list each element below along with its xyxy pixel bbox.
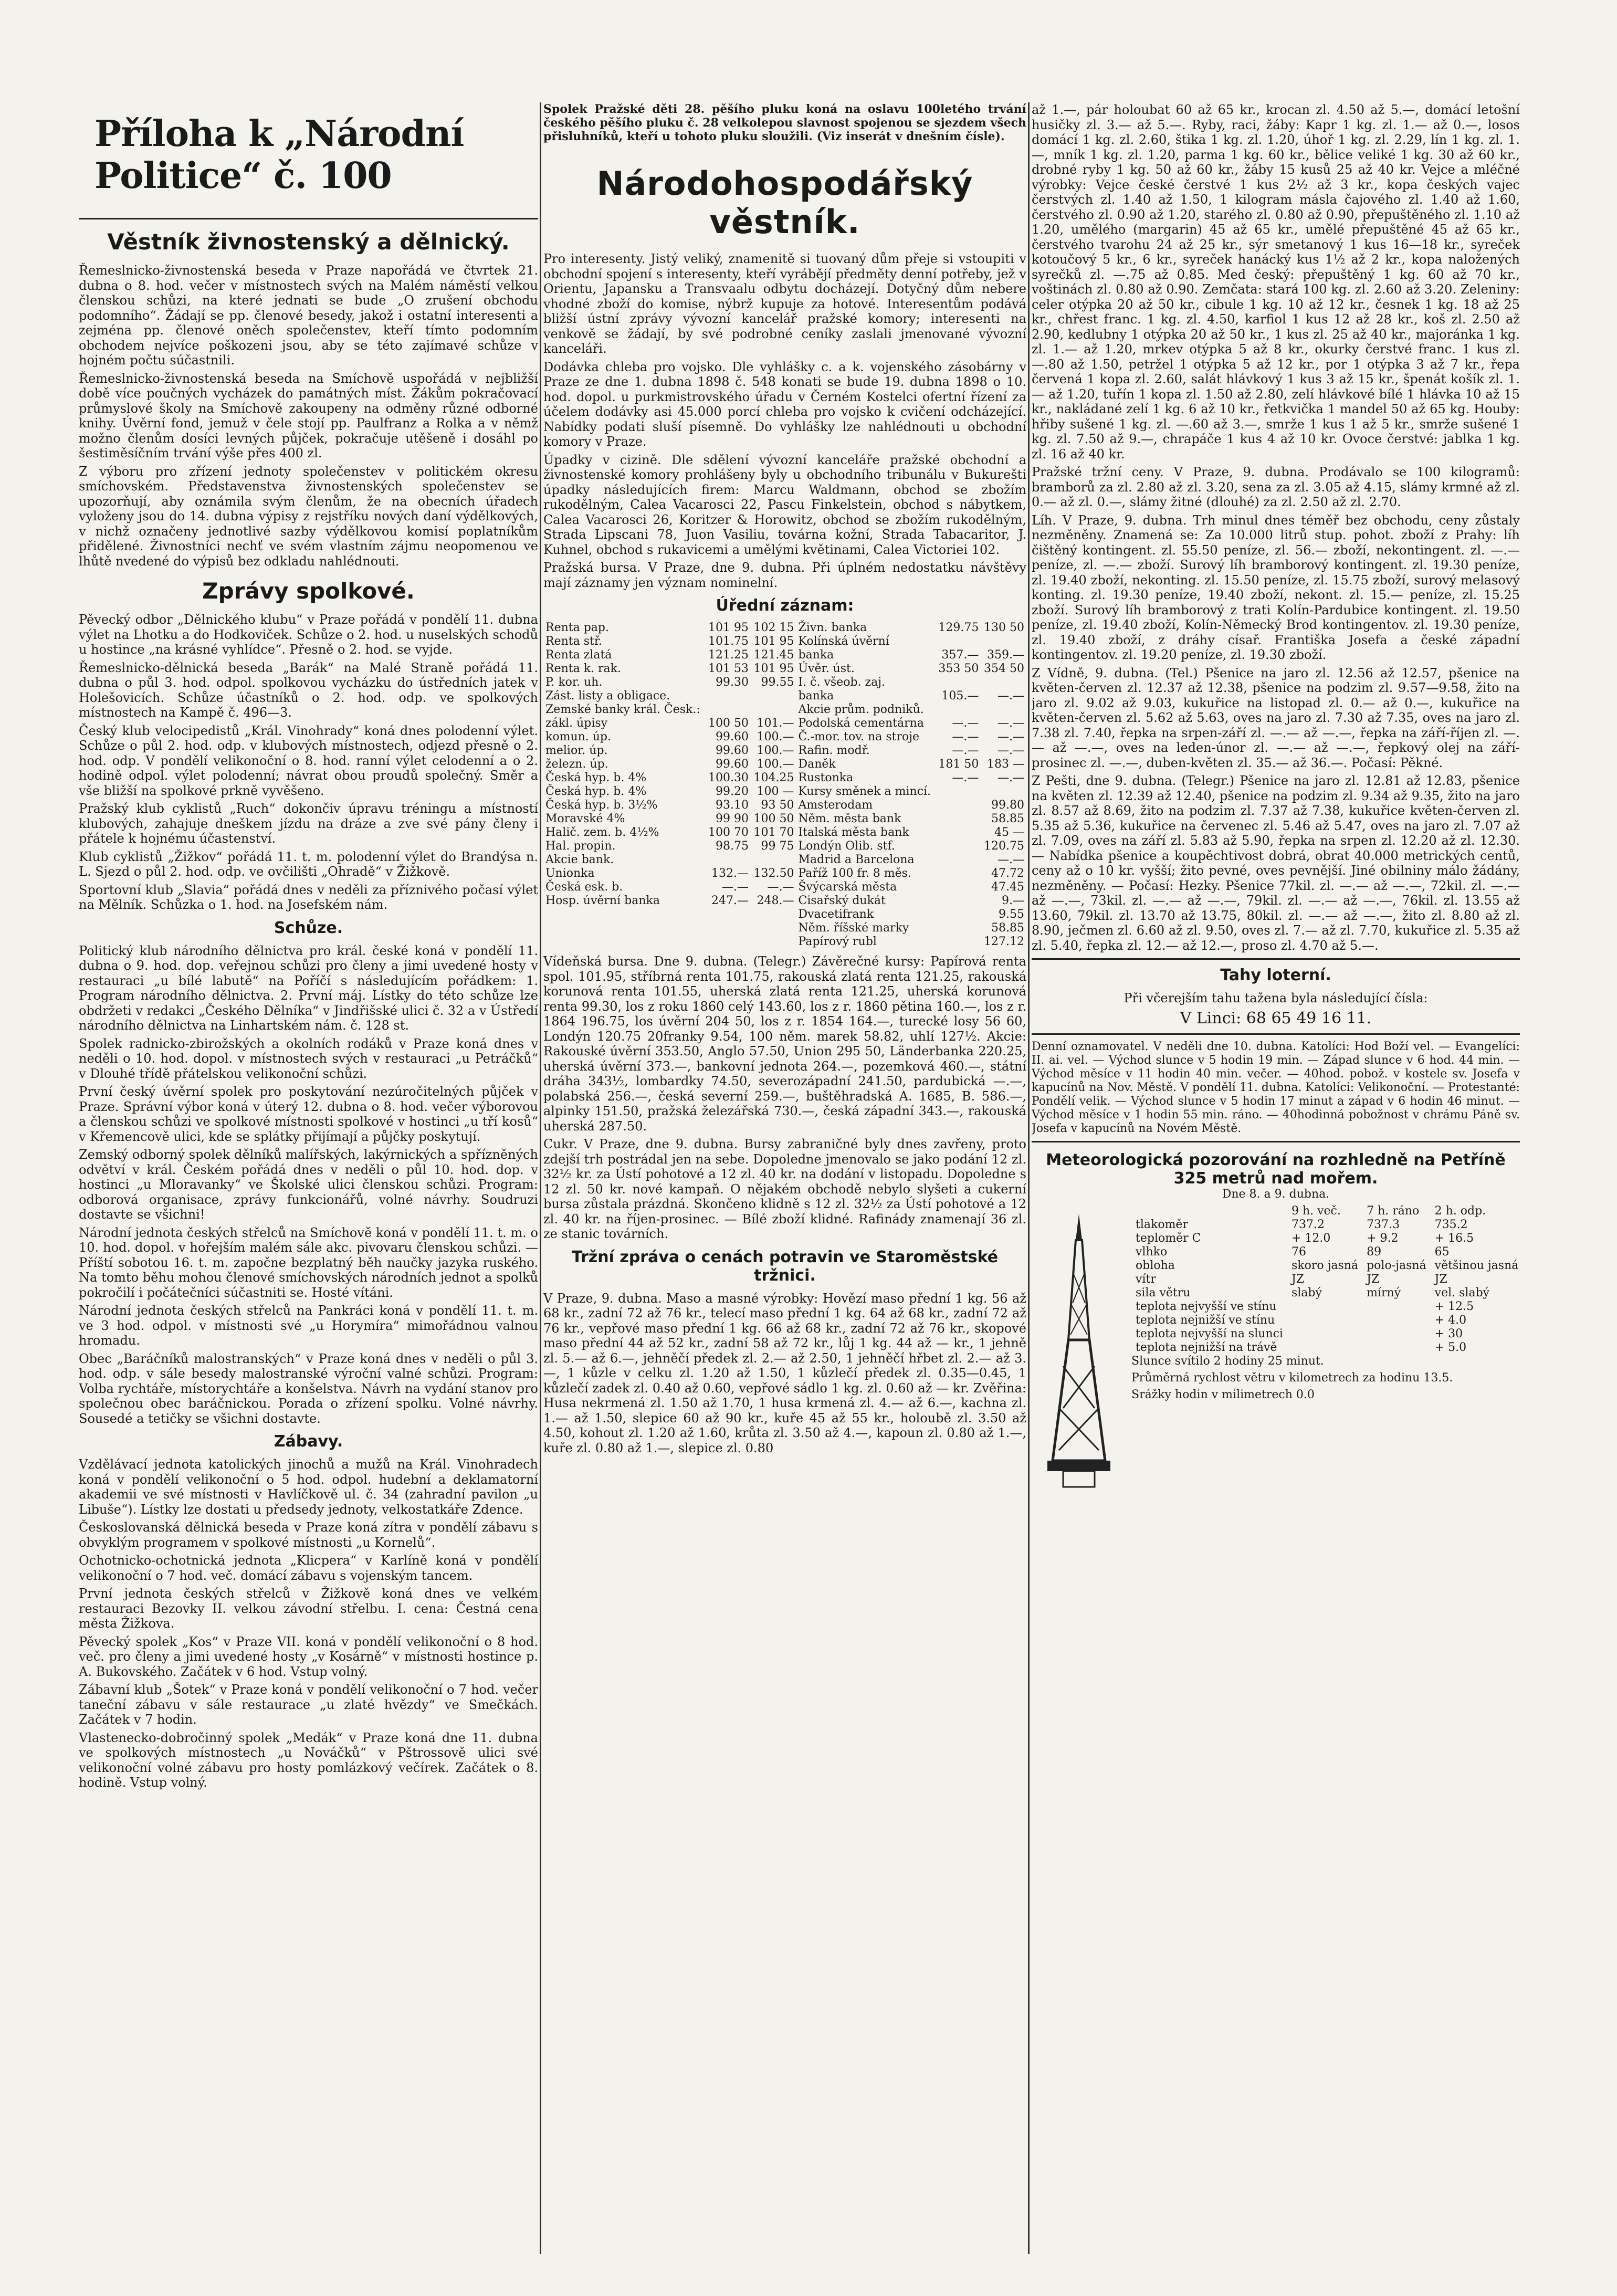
paragraph: Z Pešti, dne 9. dubna. (Telegr.) Pšenice na jaro zl. 12.81 až 12.83, pšenice na květen zl. 12.39 až 12.40, pšenice na podzim zl. 9.34 až 9.35, žito na jaro zl. 8.57 až 8.69, žito na podzim zl. 7.37 až 7.38, kukuřice květen-červen zl. 5.35 až 5.36, kukuřice na červenec zl. 5.46 až 5.47, oves na jaro zl. 7.07 až zl. 7.09, oves na září zl. 5.83 až 5.90, řepka na srpen zl. 12.20 až zl. 12.30. — Nabídka pšenice a koupěchtivost dobrá, obrat 40.000 metrických centů, ceny až o 10 kr. vyšší; žito pevné, oves pevnější. Jiné obilniny málo žádány, nezměněny. — Počasí: Hezky. Pšenice 77kil. zl. —.— až —.—, 72kil. zl. —.— až —.—, 73kil. zl. —.— až —.—, 79kil. zl. —.— až —.—, 76kil. zl. 13.55 až 13.60, 79kil. zl. 13.70 až 13.75, 80kil. zl. —.— až —.—, žito zl. 8.80 až zl. 8.90, ječmen zl. 6.60 až zl. 9.50, oves zl. 7.— až zl. 7.70, kukuřice zl. 5.35 až zl. 5.40, řepka zl. 12.— až 12.—, proso zl. 4.70 až 5.—.: [1032, 773, 1520, 953]
paragraph: Sportovní klub „Slavia“ pořádá dnes v neděli za příznivého počasí výlet na Mělník. Schůzka o 1. hod. na Josefském nám.: [79, 882, 538, 912]
bursa-row: [543, 648, 1026, 662]
meteo-label: teplota nejvyšší ve stínu: [1136, 1299, 1277, 1313]
bursa-value: 132.50: [753, 867, 794, 880]
meteo-row: [1131, 1273, 1520, 1286]
schuze-body: [79, 943, 538, 1427]
bursa-row: [543, 703, 1026, 717]
bursa-value: 47.45: [991, 880, 1024, 894]
bursa-value: —.—: [998, 744, 1024, 757]
bursa-row: [543, 676, 1026, 689]
bursa-label: Kolínská úvěrní: [798, 635, 889, 648]
paragraph: Pro interesenty. Jistý veliký, znamenitě si tuovaný dům přeje si vstoupiti v obchodní spojení s interesenty, kteří vyrábějí předměty denní potřeby, jež v Orientu, Japansku a Transvaalu odbytu docházejí. Dotyčný dům nebere vhodné zboží do komise, nýbrž kupuje za hotové. Interesentům podává bližší ústní zprávy vývozní kancelář pražské komory; interesenti na venkově se žádají, by své podrobné ceníky zaslali jmenované vývozní kanceláři.: [543, 251, 1026, 356]
bursa-value: 99.60: [715, 758, 749, 771]
bursa-table: [543, 621, 1026, 949]
bursa-label: Kursy směnek a mincí.: [798, 785, 931, 798]
bursa-value: 58.85: [991, 812, 1024, 825]
bursa-label: Živn. banka: [798, 621, 867, 634]
bursa-label: [543, 921, 705, 935]
meteo-value: + 30: [1434, 1327, 1463, 1340]
bursa-row: [543, 826, 1026, 840]
meteo-row: [1131, 1218, 1520, 1232]
bursa-label: Cisařský dukát: [798, 894, 886, 907]
bursa-value: —.—: [998, 730, 1024, 743]
paragraph: První jednota českých střelců v Žižkově koná dnes ve velkém restauraci Bezovky II. velkou závodní střelbu. I. cena: Čestná cena města Žižkova.: [79, 1586, 538, 1631]
bursa-value: 98.75: [715, 840, 749, 853]
page-title: Příloha k „Národní Politice“ č. 100: [94, 113, 464, 197]
meteo-value: JZ: [1291, 1272, 1305, 1286]
meteo-row: [1131, 1327, 1520, 1341]
bursa-value: 100 —: [757, 785, 794, 798]
bursa-value: 99 75: [761, 840, 794, 853]
bursa-label: Česká esk. b.: [545, 880, 623, 894]
meteo-value: + 12.5: [1434, 1299, 1474, 1313]
meteo-col-header: 9 h. več.: [1291, 1204, 1341, 1218]
bursa-value: 99.55: [761, 676, 794, 689]
meteo-value: slabý: [1291, 1286, 1322, 1299]
bursa-label: Paříž 100 fr. 8 měs.: [798, 867, 911, 880]
divider: [79, 218, 538, 219]
bursa-value: [936, 676, 981, 689]
bursa-value: 102 15: [753, 621, 794, 634]
bursa-value: [705, 853, 751, 867]
meteo-value: [1287, 1327, 1362, 1341]
paragraph: Dodávka chleba pro vojsko. Dle vyhlášky c. a k. vojenského zásobárny v Praze ze dne 1. dubna 1898 č. 548 konati se bude 19. dubna 1898 o 10. hod. dopol. u purkmistrovského úřadu v Černém Kostelci ofertní řízení za účelem dodávky asi 45.000 porcí chleba pro vojsko k cvičení odcházející. Nabídky podati sluší písemně. Do vyhlášky lze nahlédnouti u obchodní komory v Praze.: [543, 359, 1026, 449]
bursa-value: 247.—: [711, 894, 749, 907]
bursa-value: 99.60: [715, 744, 749, 757]
section-heading-vestnik: Věstník živnostenský a dělnický.: [107, 229, 510, 255]
bursa-value: 100 50: [753, 812, 794, 825]
meteo-label: teplota nejvyšší na slunci: [1136, 1327, 1283, 1340]
paragraph: Zemský odborný spolek dělníků malířských, lakýrnických a spřízněných odvětví v král. Českém pořádá dnes v neděli o půl 10. hod. dop. v hostinci „u Mloravanky“ ve Školské ulici členskou schůzi. Program: odborová organisace, zprávy funkcionářů, volné návrhy. Soudruzi dostavte se všichni!: [79, 1147, 538, 1222]
bursa-value: 47.72: [991, 867, 1024, 880]
bursa-value: [936, 853, 981, 867]
bursa-row: [543, 853, 1026, 867]
bursa-label: Úvěr. úst.: [798, 662, 855, 675]
meteo-value: [1287, 1300, 1362, 1314]
meteo-value: + 9.2: [1367, 1231, 1399, 1245]
paragraph: Pražské tržní ceny. V Praze, 9. dubna. Prodávalo se 100 kilogramů: bramborů za zl. 2.80 až zl. 3.20, sena za zl. 3.05 až 4.15, slámy krmné až zl. 0.— až zl. 0.—, slámy žitné (dlouhé) za zl. 2.50 až zl. 2.70.: [1032, 465, 1520, 509]
paragraph: Řemeslnicko-dělnická beseda „Barák“ na Malé Straně pořádá 11. dubna o půl 3. hod. odpol. spolkovou vycházku do ústředních jatek v Holešovicích. Schůze účastníků o 2. hod. odp. ve spolkových místnostech na Kampě č. 496—3.: [79, 660, 538, 720]
bursa-value: 130 50: [984, 621, 1024, 634]
paragraph: Pražský klub cyklistů „Ruch“ dokončiv úpravu tréningu a místností klubových, zahajuje dneškem jízdu na dráze a zve své pány členy i přátele k hojnému účastenství.: [79, 801, 538, 846]
bursa-label: Hosp. úvěrní banka: [545, 894, 660, 907]
bursa-label: Londýn Olib. stf.: [798, 840, 895, 853]
meteo-label: obloha: [1136, 1259, 1175, 1272]
bursa-value: 132.—: [711, 867, 749, 880]
paragraph: Řemeslnicko-živnostenská beseda v Praze napořádá ve čtvrtek 21. dubna o 8. hod. večer v místnostech svých na Malém náměstí velkou členskou schůzi, na které jednati se bude „O zrušení obchodu podomního“. Žádají se pp. členové besedy, jakož i ostatní interesenti a zejména pp. členové oněch společenstev, kteří tímto podomním obchodem nejvíce poškozeni jsou, aby se této zajímavé schůze v hojném počtu súčastnili.: [79, 263, 538, 368]
bursa-label: Švýcarská města: [798, 880, 897, 894]
bursa-label: Rafin. modř.: [798, 744, 870, 757]
bursa-value: —.—: [952, 771, 979, 784]
meteo-date: Dne 8. a 9. dubna.: [1222, 1187, 1330, 1201]
paragraph: Úpadky v cizině. Dle sdělení vývozní kanceláře pražské obchodní a živnostenské komory prohlášeny byly u obchodního tribunálu v Bukurešti úpadky následujících firem: Marcu Waldmann, obchod se zbožím rukodělným, Calea Vacarosci 22, Pascu Finkelstein, obchod s nábytkem, Calea Vacarosci 26, Koritzer & Horowitz, obchod se zbožím rukodělným, Strada Lipscani 78, Juon Vasiliu, továrna kožní, Strada Tabacaritor, J. Kuhnel, obchod s rukavicemi a umělými květinami, Calea Victoriei 102.: [543, 452, 1026, 557]
paragraph: Zábavní klub „Šotek“ v Praze koná v pondělí velikonoční o 7 hod. večer taneční zábavu v sále restaurace „u zlaté hvězdy“ ve Smečkách. Začátek v 7 hodin.: [79, 1682, 538, 1727]
bursa-value: 9.—: [1002, 894, 1024, 907]
column-left: [79, 102, 538, 2254]
petrin-tower-illustration: [1042, 1209, 1116, 1492]
bursa-value: 100.—: [757, 744, 794, 757]
bursa-value: 99.60: [715, 730, 749, 743]
bursa-label: Unionka: [545, 867, 595, 880]
bursa-value: [936, 880, 981, 894]
paragraph: Český klub velocipedistů „Král. Vinohrady“ koná dnes polodenní výlet. Schůze o půl 2. hod. odp. v klubových místnostech, odjezd přesně o 2. hod. odp. V pondělí velikonoční o 8. hod. ranní výlet celodenní a o 2. hodině odpol. výlet polodenní; návrat obou proudů společný. Směr a vše bližší na spolkové prkně vyvěšeno.: [79, 723, 538, 798]
bursa-label: I. č. všeob. zaj.: [798, 676, 886, 689]
bursa-label: Česká hyp. b. 4%: [545, 771, 647, 784]
bursa-label: Podolská cementárna: [798, 717, 924, 730]
meteo-value: vel. slabý: [1434, 1286, 1490, 1299]
bursa-value: 129.75: [938, 621, 979, 634]
bursa-row: [543, 689, 1026, 703]
paragraph: Spolek radnicko-zbirožských a okolních rodáků v Praze koná dnes v neděli o 10. hod. dopol. v místnostech svých v restauraci „u Petráčků“ v Dlouhé třídě přátelskou velikonoční schůzi.: [79, 1036, 538, 1081]
bursa-row: [543, 758, 1026, 771]
meteo-label: vítr: [1136, 1272, 1156, 1286]
meteo-heading: Meteorologická pozorování na rozhledně na Petříně 325 metrů nad mořem.: [1046, 1150, 1506, 1188]
bursa-label: Papírový rubl: [798, 935, 877, 948]
paragraph: Pěvecký odbor „Dělnického klubu“ v Praze pořádá v pondělí 11. dubna výlet na Lhotku a do Hodkoviček. Schůze o 2. hod. u nuselských schodů u hostince „na krásné vyhlídce“. Přesně o 2. hod. se vyjde.: [79, 612, 538, 657]
meteo-label: teploměr C: [1136, 1231, 1201, 1245]
bursa-value: —.—: [952, 744, 979, 757]
bursa-label: Akcie bank.: [545, 853, 614, 866]
bursa-row: [543, 908, 1026, 921]
bursa-value: 101 95: [753, 662, 794, 675]
bursa-label: Halič. zem. b. 4½%: [545, 826, 659, 839]
bursa-label: Hal. propin.: [545, 840, 616, 853]
bursa-label: Česká hyp. b. 3½%: [545, 799, 658, 812]
bursa-label: Madrid a Barcelona: [798, 853, 915, 866]
meteo-table: [1131, 1204, 1520, 1355]
bursa-row: [543, 894, 1026, 908]
bursa-value: 100.—: [757, 758, 794, 771]
bursa-label: Renta stř.: [545, 635, 602, 648]
bursa-label: Daněk: [798, 758, 836, 771]
meteo-row: [1131, 1232, 1520, 1245]
bursa-row: [543, 771, 1026, 785]
meteo-label: teplota nejnižší na trávě: [1136, 1340, 1277, 1354]
section-heading-zpravy: Zprávy spolkové.: [202, 578, 415, 604]
bursa-value: 121.45: [753, 648, 794, 662]
meteo-value: + 5.0: [1434, 1340, 1467, 1354]
bursa-value: —.—: [952, 717, 979, 730]
bursa-value: —.—: [998, 771, 1024, 784]
bursa-value: 99 90: [715, 812, 749, 825]
bursa-row: [543, 635, 1026, 648]
bursa-value: —.—: [998, 717, 1024, 730]
meteo-value: 76: [1291, 1245, 1306, 1259]
meteo-row: [1131, 1341, 1520, 1355]
bursa-value: 104.25: [753, 771, 794, 784]
column-rule: [1028, 102, 1030, 2254]
bursa-value: [751, 703, 796, 717]
meteo-row: [1131, 1245, 1520, 1259]
divider: [1032, 1141, 1520, 1142]
bursa-value: 93.10: [715, 799, 749, 812]
bursa-row: [543, 840, 1026, 853]
loterie-numbers: V Linci: 68 65 49 16 11.: [1180, 1009, 1372, 1028]
meteo-col-header: 7 h. ráno: [1367, 1204, 1420, 1218]
bursa-value: —.—: [767, 880, 794, 894]
section-heading-trh: Tržní zpráva o cenách potravin ve Staroměstské tržnici.: [571, 1247, 999, 1285]
paragraph: Pěvecký spolek „Kos“ v Praze VII. koná v pondělí velikonoční o 8 hod. več. pro členy a jimi uvedené hosty „v Kosárně“ v místnosti hostince p. A. Bukovského. Začátek v 6 hod. Vstup volný.: [79, 1634, 538, 1679]
bursa-label: Něm. říšské marky: [798, 921, 909, 935]
meteo-value: JZ: [1434, 1272, 1447, 1286]
bursa-row: [543, 935, 1026, 949]
bursa-label: melior. úp.: [545, 744, 608, 757]
meteo-value: [1362, 1314, 1431, 1327]
bursa-value: 105.—: [941, 689, 979, 703]
bursa-value: [751, 921, 796, 935]
bursa-label: zákl. úpisy: [545, 717, 608, 730]
bursa-label: P. kor. uh.: [545, 676, 603, 689]
bursa-label: Renta zlatá: [545, 648, 612, 662]
meteo-section: [1032, 1151, 1520, 1402]
bursa-value: —.—: [721, 880, 749, 894]
bursa-value: [936, 840, 981, 853]
meteo-row: [1131, 1259, 1520, 1273]
bursa-row: [543, 744, 1026, 758]
bursa-value: [981, 676, 1026, 689]
meteo-note: Srážky hodin v milimetrech 0.0: [1131, 1388, 1315, 1401]
meteo-value: polo-jasná: [1367, 1259, 1426, 1272]
paragraph: až 1.—, pár holoubat 60 až 65 kr., krocan zl. 4.50 až 5.—, domácí letošní husičky zl. 3.— až 5.—. Ryby, raci, žáby: Kapr 1 kg. zl. 1.— až 0.—, losos domácí 1 kg. zl. 2.60, štika 1 kg. zl. 1.20, úhoř 1 kg. zl. 2.29, lín 1 kg. zl. 1.—, mník 1 kg. zl. 1.20, parma 1 kg. 60 kr., bělice veliké 1 kg. 30 až 60 kr., drobné ryby 1 kg. 50 až 60 kr., žáby 15 kusů 25 až 40 kr. Vejce a mléčné výrobky: Vejce české čerstvé 1 kus 2½ až 3 kr., kopa českých vajec čerstvých zl. 1.40 až 1.50, 1 kilogram másla čajového zl. 1.40 až 1.60, čerstvého zl. 0.90 až 1.20, starého zl. 0.80 až 0.90, přepuštěného zl. 1.10 až 1.20, umělého (margarin) 45 až 65 kr., umělé přepuštěné 45 až 65 kr., čerstvého tvarohu 24 až 25 kr., sýr smetanový 1 kus 16—18 kr., syreček kotoučový 5 kr., 6 kr., syreček hanácký kus 1½ až 2 kr., kopa naložených syrečků zl. —.75 až 0.85. Med český: přepuštěný 1 kg. 60 až 70 kr., voštinách zl. 0.80 až 0.90. Zemčata: stará 100 kg. zl. 2.60 až 3.20. Zeleniny: celer otýpka 20 až 50 kr., cibule 1 kg. 10 až 12 kr., česnek 1 kg. 18 až 25 kr., chřest franc. 1 kg. zl. 4.50, karfiol 1 kus 12 až 28 kr., koš zl. 2.50 až 2.90, kedlubny 1 otýpka 20 až 50 kr., 1 kus zl. 25 až 40 kr., majoránka 1 kg. zl. 1.— až 1.20, mrkev otýpka 5 až 8 kr., okurky čerstvé franc. 1 kus zl. —.80 až 1.50, petržel 1 otýpka 5 až 12 kr., por 1 otýpka 3 až 7 kr., řepa červená 1 kopa zl. 2.60, salát hlávkový 1 kus 3 až 15 kr., špenát košík zl. 1.— až 1.20, tuřín 1 kopa zl. 1.50 až 2.80, zelí hlávkové bílé 1 hlávka 10 až 15 kr., nakládané zelí 1 kg. 6 až 10 kr., řetkvička 1 mandel 50 až 65 kg. Houby: hřiby sušené 1 kg. zl. —.60 až 3.—, smrže 1 kus 1 až 5 kr., smrže sušené 1 kg. zl. 7.50 až 9.—, chrapáče 1 kus 4 až 10 kr. Ovoce čerstvé: jablka 1 kg. zl. 16 až 40 kr.: [1032, 102, 1520, 462]
bursa-value: [705, 908, 751, 921]
bursa-label: Amsterodam: [798, 799, 873, 812]
paragraph: Řemeslnicko-živnostenská beseda na Smíchově uspořádá v nejbližší době více poučných vycházek do památných míst. Žákům pokračovací průmyslové školy na Smíchově zakoupeny na odměny různé odborné knihy. Úvěrní fond, jemuž v čele stojí pp. Paulfranz a Rolka a v němž možno členům dosíci levných půjček, pokračuje utěšeně i dosáhl po šestiměsíčním trvání výše přes 400 zl.: [79, 371, 538, 460]
bursa-value: [936, 826, 981, 840]
bursa-value: 101 53: [708, 662, 749, 675]
paragraph: První český úvěrní spolek pro poskytování nezúročitelných půjček v Praze. Správní výbor koná v úterý 12. dubna o 8. hod. večer výborovou a členskou schůzi ve spolkové místnosti spolkové v hostinci „u tří kosů“ v Křemencově ulici, kde se splátky přijímají a půjčky poskytují.: [79, 1084, 538, 1144]
meteo-value: + 4.0: [1434, 1313, 1467, 1327]
bursa-label: [543, 908, 705, 921]
divider: [1032, 958, 1520, 960]
bursa-value: [751, 689, 796, 703]
bursa-row: [543, 730, 1026, 744]
meteo-value: + 12.0: [1291, 1231, 1331, 1245]
bursa-value: 100.30: [708, 771, 749, 784]
bursa-value: 183 —: [987, 758, 1024, 771]
bursa-label: Zemské banky král. Česk.:: [545, 703, 700, 716]
bursa-row: [543, 717, 1026, 730]
bursa-value: 101.75: [708, 635, 749, 648]
meteo-value: [1362, 1341, 1431, 1355]
paragraph: Politický klub národního dělnictva pro král. české koná v pondělí 11. dubna o 9. hod. dop. veřejnou schůzi pro členy a jimi uvedené hosty v restauraci „u bílé labutě“ na Poříčí s následujícím pořádkem: 1. Program národního dělnictva. 2. První máj. Lístky do této schůze lze obdržeti v redakci „Českého Dělníka“ v Jindřišské ulici č. 32 a v Ústředí národního dělnictva na Linhartském nám. č. 128 st.: [79, 943, 538, 1033]
bursa-value: [981, 703, 1026, 717]
bursa-row: [543, 880, 1026, 894]
bursa-value: [705, 703, 751, 717]
zabavy-body: [79, 1457, 538, 1790]
meteo-row: [1131, 1314, 1520, 1327]
paragraph: Obec „Baráčníků malostranských“ v Praze koná dnes v neděli o půl 3. hod. odp. v sále besedy malostranské výroční valné schůzi. Program: Volba rychtáře, místorychtáře a konšelstva. Návrh na vydání stanov pro společnou obec baráčnickou. Porada o zřízení spolku. Volné návrhy. Sousedé a tetičky se všichni dostavte.: [79, 1351, 538, 1426]
bursa-label: Dvacetifrank: [798, 908, 874, 921]
meteo-label: vlhko: [1136, 1245, 1168, 1259]
paragraph: Národní jednota českých střelců na Smíchově koná v pondělí 11. t. m. o 10. hod. dopol. v hořejším malém sále akc. pivovaru členskou schůzi. — Příští sobotou 16. t. m. započne bezplatný běh naučky jazyka ruského. Na tomto běhu mohou členové smíchovských národních jednot a spolků pokročilí i počátečníci súčastniti se. Hosté vítáni.: [79, 1225, 538, 1300]
meteo-value: 89: [1367, 1245, 1382, 1259]
bursa-label: komun. úp.: [545, 730, 612, 743]
bursa-label: Italská města bank: [798, 826, 909, 839]
bursa-label: Renta pap.: [545, 621, 609, 634]
meteo-value: 737.2: [1291, 1218, 1325, 1231]
bursa-value: 359.—: [987, 648, 1024, 662]
bursa-label: Zást. listy a obligace.: [545, 689, 670, 703]
intro-notice: Spolek Pražské děti 28. pěšího pluku koná na oslavu 100letého trvání českého pěšího pluku č. 28 velkolepou slavnost spojenou se sjezdem všech přisluhníků, kteří u tohoto pluku sloužili. (Viz inserát v dnešním čísle).: [543, 102, 1026, 143]
bursa-row: [543, 621, 1026, 635]
bursa-value: 127.12: [984, 935, 1024, 948]
meteo-label: sila větru: [1136, 1286, 1191, 1299]
column-rule: [540, 102, 541, 2254]
meteo-value: + 16.5: [1434, 1231, 1474, 1245]
meteo-value: [1362, 1300, 1431, 1314]
paragraph: Z výboru pro zřízení jednoty společenstev v politickém okresu smíchovském. Představenstva živnostenských společenstev se upozorňují, aby oznámila svým členům, že na obecních úřadech vyloženy jsou do 14. dubna výpisy z rejstříku nových daní výdělkových, v nichž označeny jednotlivé sazby výdělkovou komisí poplatníkům přidělené. Živnostníci nechť ve svém vlastním zájmu neopomenou ve lhůtě nvedené do výpisů bez odkladu nahlédnouti.: [79, 464, 538, 569]
bursa-table-heading: Úřední záznam:: [716, 596, 854, 615]
bursa-row: [543, 799, 1026, 812]
bursa-value: 101 95: [753, 635, 794, 648]
meteo-value: [1362, 1327, 1431, 1341]
bursa-row: [543, 867, 1026, 880]
bursa-value: [936, 812, 981, 826]
paragraph: Cukr. V Praze, dne 9. dubna. Bursy zabraničné byly dnes zavřeny, proto zdejší trh postrádal jen na sebe. Dopoledne jmenovalo se jako podání 12 zl. 32½ kr. za Ústí pohotové a 12 zl. 40 kr. na dodání v listopadu. Dopoledne s 12 zl. 50 kr. nové kampaň. O nějakém obchodě nebylo slyšeti a cukerní bursa zůstala prázdná. Skončeno klidně s 12 zl. 32½ za Ústí pohotové a 12 zl. 40 kr. na říjen-prosinec. — Bílé zboží klidné. Rafinády znamenají 36 zl. ze stanic továrních.: [543, 1137, 1026, 1241]
zpravy-body: [79, 612, 538, 913]
bursa-value: 45 —: [994, 826, 1024, 839]
bursa-value: 101 70: [753, 826, 794, 839]
bursa-value: [936, 635, 981, 648]
bursa-value: 101 95: [708, 621, 749, 634]
bursa-value: [705, 689, 751, 703]
bursa-label: Česká hyp. b. 4%: [545, 785, 647, 798]
meteo-value: skoro jasná: [1291, 1259, 1359, 1272]
section-heading-schuze: Schůze.: [274, 918, 343, 937]
bursa-value: [705, 935, 751, 949]
bursa-value: [981, 785, 1026, 799]
paragraph: Vídeňská bursa. Dne 9. dubna. (Telegr.) Závěrečné kursy: Papírová renta spol. 101.95, stříbrná renta 101.75, rakouská zlatá renta 121.25, rakouská korunová renta 101.55, uherská zlatá renta 121.25, uherská korunová renta 99.30, los z roku 1860 celý 143.60, los z r. 1860 pětina 160.—, los z r. 1864 196.75, los úvěrní 204 50, los z r. 1854 164.—, turecké losy 56 60, Londýn 120.75 20franky 9.54, 100 něm. marek 58.82, uhlí 127½. Akcie: Rakouské úvěrní 353.50, Anglo 57.50, Union 295 50, Länderbanka 220.25, uherská úvěrní 373.—, bankovní jednota 264.—, pozemková 460.—, státní dráha 343½, lombardky 74.50, severozápadní 241.50, pardubická —.—, polabská 256.—, česká severní 259.—, buštěhradská A. 1685, B. 586.—, alpinky 151.50, pražská železářská 730.—, česká západní 343.—, rakouská uherská 287.50.: [543, 954, 1026, 1134]
meteo-value: [1287, 1341, 1362, 1355]
paragraph: Vzdělávací jednota katolických jinochů a mužů na Král. Vinohradech koná v pondělí velikonoční o 5 hod. odpol. hudební a deklamatorní akademii ve své místnosti v Havlíčkově ul. č. 34 (zahradní pavilon „u Libuše“). Lístky lze dostati u předsedy jednoty, velkostatkáře Zdence.: [79, 1457, 538, 1517]
bursa-value: —.—: [998, 853, 1024, 866]
meteo-row: [1131, 1286, 1520, 1300]
bursa-label: Rustonka: [798, 771, 854, 784]
bursa-row: [543, 812, 1026, 826]
column-middle: [543, 102, 1026, 2254]
bursa-value: [936, 799, 981, 812]
paragraph: Národní jednota českých střelců na Pankráci koná v pondělí 11. t. m. ve 3 hod. odpol. v místnosti své „u Horymíra“ mimořádnou valnou hromadu.: [79, 1303, 538, 1348]
meteo-col-header: 2 h. odp.: [1434, 1204, 1486, 1218]
bursa-value: 9.55: [999, 908, 1024, 921]
meteo-value: 65: [1434, 1245, 1450, 1259]
paragraph: V Praze, 9. dubna. Maso a masné výrobky: Hovězí maso přední 1 kg. 56 až 68 kr., zadní 72 až 76 kr., telecí maso přední 1 kg. 64 až 68 kr., zadní 72 až 76 kr., vepřové maso přední 1 kg. 66 až 68 kr., zadní 72 až 76 kr., skopové maso přední 44 až 52 kr., zadní 58 až 72 kr., lůj 1 kg. 44 až — kr., 1 jehně zl. 5.— až 6.—, jehněčí předek zl. 2.— až 2.50, 1 jehněčí hřbet zl. 2.— až 3.—, 1 kůzle v celku zl. 1.20 až 1.50, 1 kůzlečí předek zl. 0.35—0.45, 1 kůzlečí zadek zl. 0.40 až 0.60, vepřové sádlo 1 kg. zl. 0.60 až — kr. Zvěřina: Husa nekrmená zl. 1.50 až 1.70, 1 husa krmená zl. 4.— až 6.—, kachna zl. 1.— až 1.50, slepice 60 až 90 kr., kuře 45 až 55 kr., holoubě zl. 3.50 až 4.50, kohout zl. 1.20 až 1.60, krůta zl. 3.50 až 4.—, kapoun zl. 0.80 až 1.—, kuře zl. 0.80 až 1.—, slepice zl. 0.80: [543, 1291, 1026, 1455]
bursa-label: Moravské 4%: [545, 812, 625, 825]
bursa-value: 248.—: [757, 894, 794, 907]
meteo-note: Průměrná rychlost větru v kilometrech za hodinu 13.5.: [1131, 1371, 1453, 1385]
bursa-label: Renta k. rak.: [545, 662, 621, 675]
paragraph: Ochotnicko-ochotnická jednota „Klicpera“ v Karlíně koná v pondělí velikonoční o 7 hod. več. domácí zábavu s vojenským tancem.: [79, 1553, 538, 1583]
meteo-note: Slunce svítilo 2 hodiny 25 minut.: [1131, 1354, 1324, 1368]
bursa-value: [751, 908, 796, 921]
section-heading-loterie: Tahy loterní.: [1220, 966, 1331, 984]
bursa-label: Akcie prům. podniků.: [798, 703, 924, 716]
bursa-value: [936, 703, 981, 717]
bursa-value: 357.—: [941, 648, 979, 662]
bursa-value: 99.80: [991, 799, 1024, 812]
meteo-label: tlakoměr: [1136, 1218, 1188, 1231]
bursa-value: [936, 908, 981, 921]
bursa-value: 100 50: [708, 717, 749, 730]
bursa-value: 353 50: [938, 662, 979, 675]
bursa-value: 93 50: [761, 799, 794, 812]
meteo-value: 735.2: [1434, 1218, 1468, 1231]
bursa-row: [543, 785, 1026, 799]
bursa-value: [705, 921, 751, 935]
bursa-value: —.—: [952, 730, 979, 743]
bursa-value: 100.—: [757, 730, 794, 743]
bursa-value: 181 50: [938, 758, 979, 771]
bursa-value: [936, 867, 981, 880]
meteo-row: [1131, 1300, 1520, 1314]
bursa-value: 99.20: [715, 785, 749, 798]
bursa-value: [751, 935, 796, 949]
bursa-value: [751, 853, 796, 867]
divider: [1032, 1033, 1520, 1035]
meteo-value: JZ: [1367, 1272, 1380, 1286]
meteo-label: teplota nejnižší ve stínu: [1136, 1313, 1275, 1327]
bursa-value: 354 50: [984, 662, 1024, 675]
bursa-value: 101.—: [757, 717, 794, 730]
bursa-row: [543, 662, 1026, 676]
bursa-value: 58.85: [991, 921, 1024, 935]
bursa-label: banka: [798, 689, 834, 703]
paragraph: Pražská bursa. V Praze, dne 9. dubna. Při úplném nedostatku návštěvy mají záznamy jen význam nominelní.: [543, 560, 1026, 590]
bursa-value: [936, 785, 981, 799]
bursa-label: banka: [798, 648, 834, 662]
paragraph: Klub cyklistů „Žižkov“ pořádá 11. t. m. polodenní výlet do Brandýsa n. L. Sjezd o půl 2. hod. odp. ve ovčilišti „Ohradě“ v Žižkově.: [79, 849, 538, 879]
section-heading-zabavy: Zábavy.: [274, 1432, 343, 1451]
meteo-value: mírný: [1367, 1286, 1401, 1299]
paragraph: Českoslovanská dělnická beseda v Praze koná zítra v pondělí zábavu s obvyklým programem v spolkové místnosti „u Kornelů“.: [79, 1520, 538, 1550]
bursa-value: [936, 894, 981, 908]
bursa-value: 121.25: [708, 648, 749, 662]
bursa-value: [981, 635, 1026, 648]
bursa-value: [936, 921, 981, 935]
paragraph: Líh. V Praze, 9. dubna. Trh minul dnes téměř bez obchodu, ceny zůstaly nezměněny. Znamená se: Za 10.000 litrů stup. pohot. zboží z Prahy: líh čištěný kontingent. zl. 55.50 peníze, zl. 56.— zboží, nekontingent. zl. —.— peníze, zl. —.— zboží. Surový líh bramborový kontingent. zl. 19.30 peníze, zl. 19.40 zboží, nekonting. zl. 15.50 peníze, zl. 15.75 zboží, surový melasový konting. zl. 19.30 peníze, 19.40 zboží, nekont. zl. 15.— peníze, zl. 15.25 zboží. Surový líh bramborový z trati Kolín-Pardubice kontingent. zl. 19.50 peníze, zl. 19.40 zboží, Kolín-Německý Brod kontingentov. zl. 19.30 peníze, zl. 19.40 zboží, z dráhy císař. Františka Josefa a české západní kontingentov. zl. 19.20 peníze, zl. 19.30 zboží.: [1032, 512, 1520, 662]
bursa-label: Něm. města bank: [798, 812, 901, 825]
bursa-label: [543, 935, 705, 949]
loterie-text: Při včerejším tahu tažena byla následující čísla:: [1124, 991, 1428, 1005]
paragraph: Vlastenecko-dobročinný spolek „Medák“ v Praze koná dne 11. dubna ve spolkových místnostech „u Nováčků“ v Pštrossově ulici své velikonoční volné zábavu pro hosty pomlázkový večírek. Začátek o 8. hodině. Vstup volný.: [79, 1730, 538, 1790]
section-heading-narodohosp: Národohospodářský věstník.: [596, 164, 973, 241]
oznamovatel: Denní oznamovatel. V neděli dne 10. dubna. Katolíci: Hod Boží vel. — Evangelíci: II. ai. vel. — Východ slunce v 5 hodin 19 min. — Západ slunce v 6 hod. 44 min. — Východ měsíce v 11 hodin 40 min. večer. — 40hod. pobož. v kostele sv. Josefa v kapucínů na Nov. Městě. V pondělí 11. dubna. Katolíci: Velikonoční. — Protestanté: Pondělí velik. — Východ slunce v 5 hodin 17 minut a západ v 6 hodin 46 minut. — Východ měsíce v 1 hodin 55 min. ráno. — 40hodinná pobožnost v chrámu Páně sv. Josefa v kapucínů na Novém Městě.: [1032, 1040, 1520, 1135]
paragraph: Z Vídně, 9. dubna. (Tel.) Pšenice na jaro zl. 12.56 až 12.57, pšenice na květen-červen zl. 12.37 až 12.38, pšenice na podzim zl. 9.57—9.58, žito na jaro zl. 9.02 až 9.03, kukuřice na listopad zl. 0.— až 0.—, kukuřice na květen-červen zl. 5.62 až 5.63, oves na jaro zl. 7.30 až 7.35, oves na jaro zl. 7.38 zl. 7.40, řepka na srpen-září zl. —.— až —.—, řepka na září-říjen zl. —.— až —.—, oves na leden-únor zl. —.— až —.—, řepkový olej na září-prosinec zl. —.—, duben-květen zl. 35.— až 36.—. Počasí: Pěkné.: [1032, 665, 1520, 770]
column-right: [1032, 102, 1520, 2254]
bursa-value: [936, 935, 981, 949]
bursa-row: [543, 921, 1026, 935]
bursa-label: Č.-mor. tov. na stroje: [798, 730, 920, 743]
bursa-value: —.—: [998, 689, 1024, 703]
meteo-value: většinou jasná: [1434, 1259, 1519, 1272]
bursa-value: 99.30: [715, 676, 749, 689]
bursa-label: železn. úp.: [545, 758, 608, 771]
meteo-value: 737.3: [1367, 1218, 1400, 1231]
vestnik-body: [79, 263, 538, 569]
bursa-value: 100 70: [708, 826, 749, 839]
bursa-value: 120.75: [984, 840, 1024, 853]
meteo-value: [1287, 1314, 1362, 1327]
